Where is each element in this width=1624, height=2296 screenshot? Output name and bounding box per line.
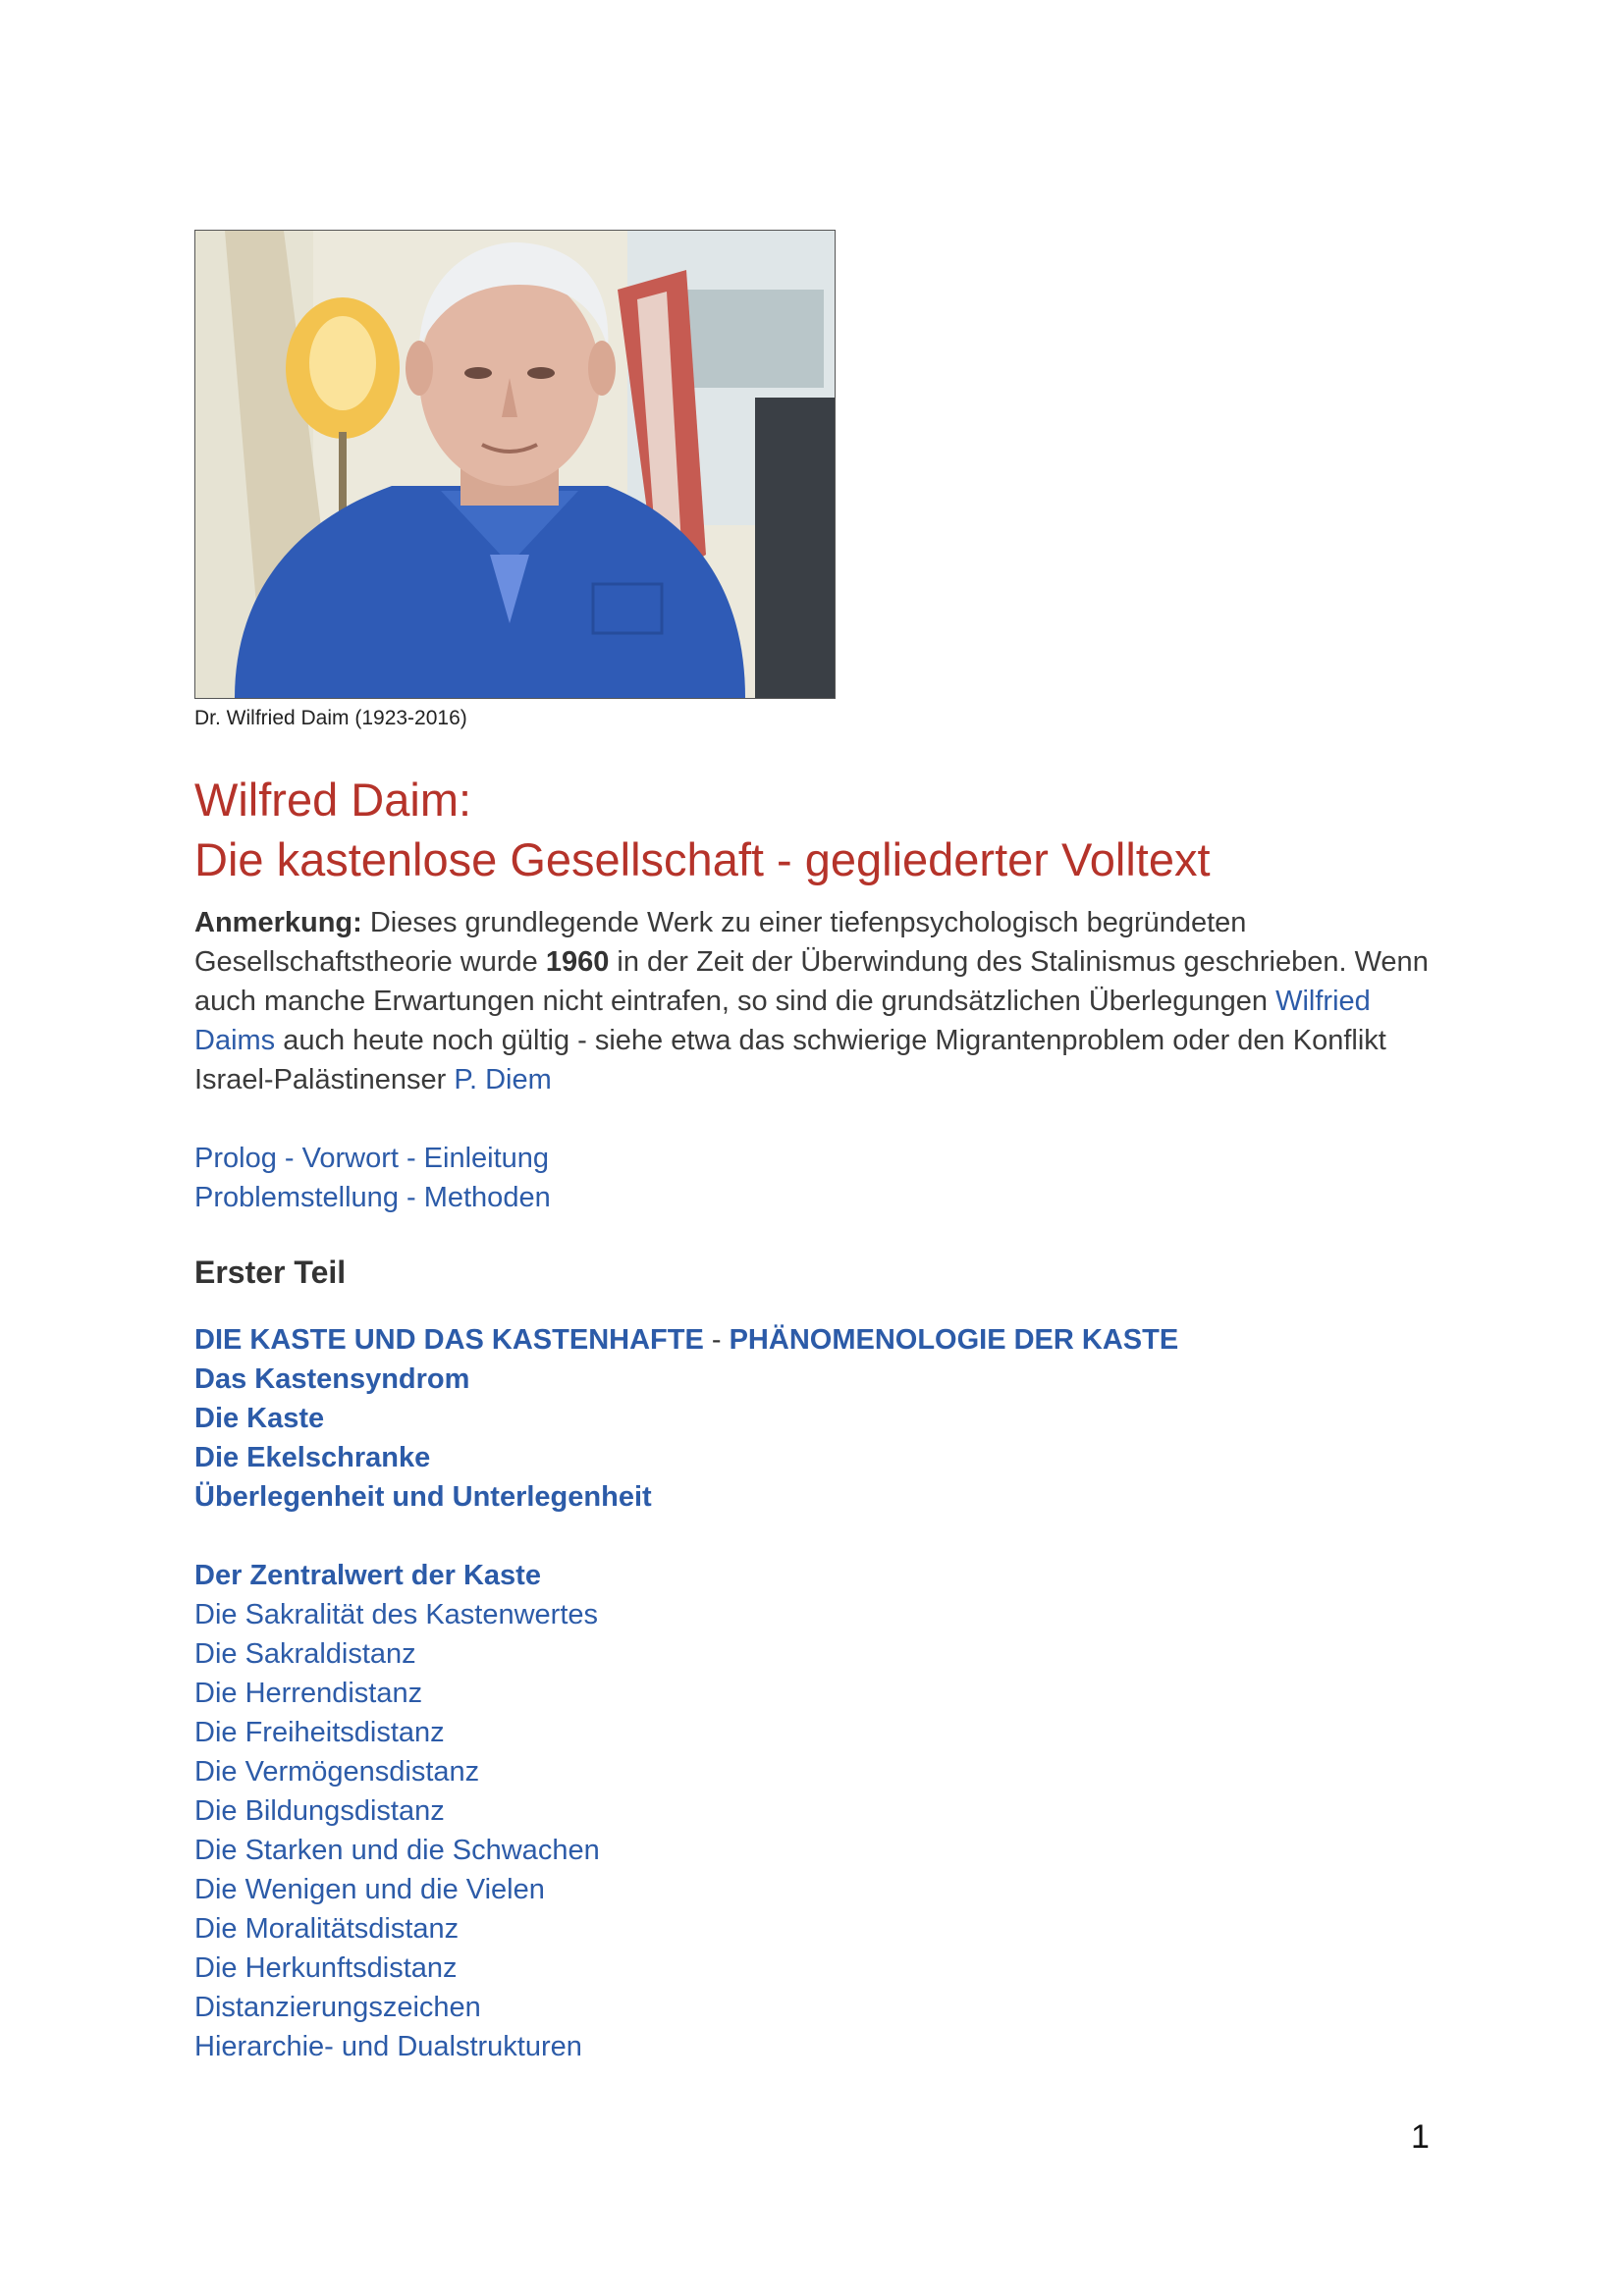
table-of-contents xyxy=(194,1320,1432,2066)
toc-item[interactable]: Distanzierungszeichen xyxy=(194,1992,481,2023)
note-text-2: in der Zeit der Überwindung des Stalinismus geschrieben. Wenn auch manche Erwartungen nicht eintrafen, so sind die grundsätzlichen Überlegungen xyxy=(194,946,1429,1017)
section-heading: Erster Teil xyxy=(194,1255,347,1290)
problemstellung-link[interactable]: Problemstellung - Methoden xyxy=(194,1182,551,1213)
note-paragraph xyxy=(194,903,1432,1099)
toc-link-kastensyndrom[interactable]: Das Kastensyndrom xyxy=(194,1363,470,1395)
toc-link-die-kaste-und-das-kastenhafte[interactable]: DIE KASTE UND DAS KASTENHAFTE xyxy=(194,1324,704,1356)
prolog-link[interactable]: Prolog - Vorwort - Einleitung xyxy=(194,1143,550,1174)
note-text-1: Dieses grundlegende Werk zu einer tiefenpsychologisch begründeten Gesellschaftstheorie wurde xyxy=(194,907,1247,978)
note-year: 1960 xyxy=(545,946,610,978)
toc-item[interactable]: Die Herrendistanz xyxy=(194,1678,423,1709)
toc-item[interactable]: Die Sakralität des Kastenwertes xyxy=(194,1599,599,1630)
p-diem-link[interactable]: P. Diem xyxy=(454,1064,552,1095)
toc-gap xyxy=(194,1517,1432,1556)
toc-item[interactable]: Die Wenigen und die Vielen xyxy=(194,1874,545,1905)
toc-link-zentralwert[interactable]: Der Zentralwert der Kaste xyxy=(194,1560,541,1591)
title-line-1: Wilfred Daim: xyxy=(194,774,472,826)
intro-links xyxy=(194,1139,1432,1217)
toc-link-phaenomenologie[interactable]: PHÄNOMENOLOGIE DER KASTE xyxy=(729,1324,1179,1356)
toc-main-row xyxy=(194,1320,1432,1360)
toc-item[interactable]: Hierarchie- und Dualstrukturen xyxy=(194,2031,582,2062)
toc-item[interactable]: Die Freiheitsdistanz xyxy=(194,1717,445,1748)
photo-caption: Dr. Wilfried Daim (1923-2016) xyxy=(194,707,467,729)
document-page xyxy=(194,230,1432,2066)
toc-link-ekelschranke[interactable]: Die Ekelschranke xyxy=(194,1442,431,1473)
note-label: Anmerkung: xyxy=(194,907,362,938)
toc-item[interactable]: Die Herkunftsdistanz xyxy=(194,1952,458,1984)
wilfried-daims-link[interactable]: Wilfried Daims xyxy=(194,986,1371,1056)
author-photo xyxy=(194,230,836,699)
toc-item[interactable]: Die Bildungsdistanz xyxy=(194,1795,445,1827)
toc-item[interactable]: Die Starken und die Schwachen xyxy=(194,1835,600,1866)
toc-item[interactable]: Die Moralitätsdistanz xyxy=(194,1913,460,1945)
toc-link-die-kaste[interactable]: Die Kaste xyxy=(194,1403,325,1434)
page-number: 1 xyxy=(1411,2118,1430,2156)
title-line-2: Die kastenlose Gesellschaft - gegliederter Volltext xyxy=(194,833,1211,885)
author-photo-illustration xyxy=(195,231,835,698)
toc-item[interactable]: Die Vermögensdistanz xyxy=(194,1756,480,1788)
toc-link-ueberlegenheit[interactable]: Überlegenheit und Unterlegenheit xyxy=(194,1481,652,1513)
toc-separator: - xyxy=(703,1324,730,1356)
toc-item[interactable]: Die Sakraldistanz xyxy=(194,1638,416,1670)
note-text-3: auch heute noch gültig - siehe etwa das schwierige Migrantenproblem oder den Konflikt Israel-Palästinenser xyxy=(194,1025,1386,1095)
page-title xyxy=(194,770,1432,889)
